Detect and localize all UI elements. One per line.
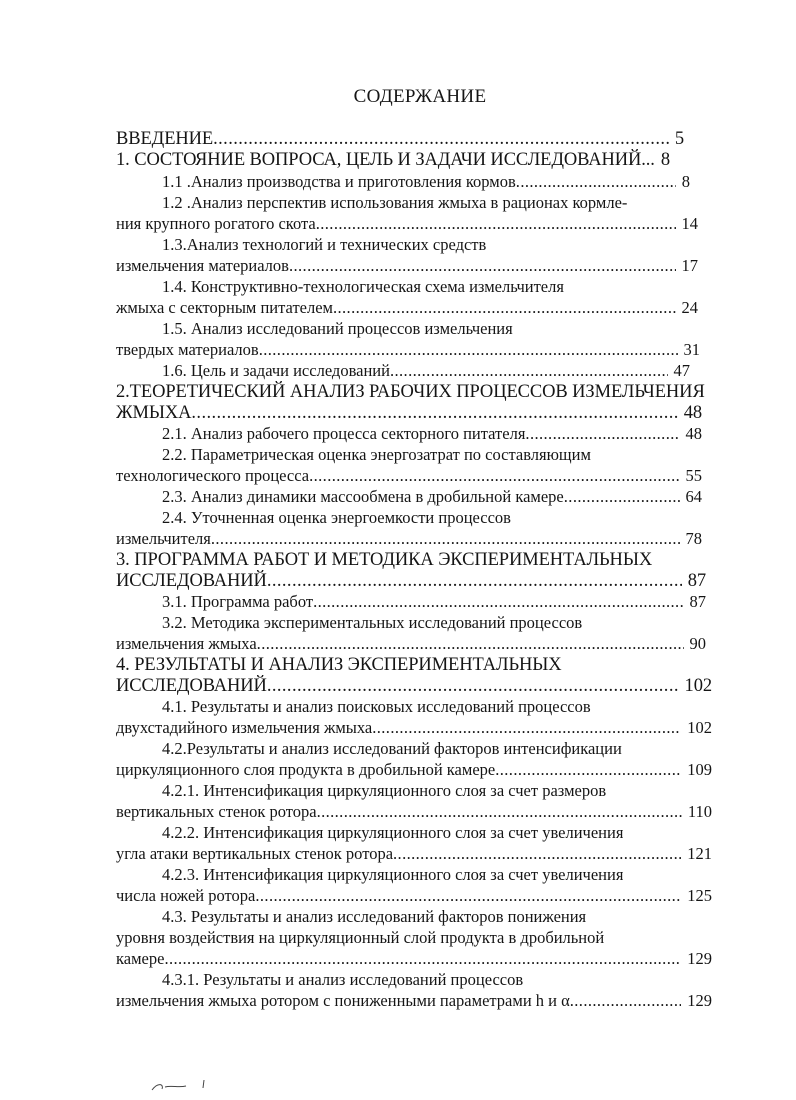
toc-entry-chapter-3 <box>116 549 652 571</box>
toc-entry-2-4 <box>162 507 511 529</box>
toc-entry-2-1 <box>162 423 702 445</box>
toc-entry-title: измельчения жмыха <box>116 634 257 653</box>
toc-entry-1-5-cont <box>116 339 700 361</box>
toc-entry-title: 3.1. Программа работ <box>162 592 314 611</box>
toc-entry-page: 14 <box>681 214 698 233</box>
toc-entry-chapter-1 <box>116 149 684 171</box>
toc-entry-page: 87 <box>689 592 706 611</box>
toc-entry-title: ИССЛЕДОВАНИЙ <box>116 676 267 696</box>
toc-entry-title: 1.1 .Анализ производства и приготовления кормов <box>162 172 516 191</box>
toc-entry-4-2-3-cont <box>116 885 712 907</box>
toc-entry-1-3 <box>162 234 486 256</box>
toc-entry-title: 4.3. Результаты и анализ исследований факторов понижения <box>162 907 587 926</box>
toc-entry-2-2-cont <box>116 465 702 487</box>
toc-entry-page: 129 <box>687 949 712 968</box>
toc-entry-title: 2.3. Анализ динамики массообмена в дробильной камере <box>162 487 564 506</box>
toc-entry-title: числа ножей ротора <box>116 886 256 905</box>
toc-entry-title: ИССЛЕДОВАНИЙ <box>116 571 267 591</box>
toc-entry-4-3-1 <box>162 969 523 991</box>
toc-entry-page: 87 <box>687 571 706 591</box>
toc-entry-title: 3.2. Методика экспериментальных исследований процессов <box>162 613 583 632</box>
toc-entry-1-2-cont <box>116 213 698 235</box>
toc-entry-title: 4.2.2. Интенсификация циркуляционного слоя за счет увеличения <box>162 823 624 842</box>
toc-entry-chapter-4-cont <box>116 675 712 697</box>
toc-entry-title: жмыха с секторным питателем <box>116 298 333 317</box>
toc-entry-title: 4.2.1. Интенсификация циркуляционного слоя за счет размеров <box>162 781 607 800</box>
toc-entry-title: измельчения материалов <box>116 256 289 275</box>
toc-entry-title: двухстадийного измельчения жмыха <box>116 718 373 737</box>
toc-entry-1-5 <box>162 318 513 340</box>
toc-entry-title: 3. ПРОГРАММА РАБОТ И МЕТОДИКА ЭКСПЕРИМЕНТАЛЬНЫХ <box>116 550 653 570</box>
toc-entry-page: 90 <box>689 634 706 653</box>
toc-entry-1-1 <box>162 171 690 193</box>
toc-entry-3-1 <box>162 591 706 613</box>
toc-entry-title: измельчения жмыха ротором с пониженными параметрами h и α <box>116 991 570 1010</box>
toc-entry-1-2 <box>162 192 627 214</box>
toc-entry-title: циркуляционного слоя продукта в дробильной камере <box>116 760 496 779</box>
toc-entry-4-2-1 <box>162 780 606 802</box>
toc-entry-page: 31 <box>683 340 700 359</box>
toc-entry-page: 78 <box>685 529 702 548</box>
toc-entry-title: 4. РЕЗУЛЬТАТЫ И АНАЛИЗ ЭКСПЕРИМЕНТАЛЬНЫХ <box>116 655 562 675</box>
toc-entry-3-2-cont <box>116 633 706 655</box>
toc-entry-4-1-cont <box>116 717 712 739</box>
toc-entry-title: 4.3.1. Результаты и анализ исследований процессов <box>162 970 524 989</box>
page-title: СОДЕРЖАНИЕ <box>353 86 487 107</box>
toc-entry-title: ЖМЫХА <box>116 403 192 423</box>
toc-entry-page: 125 <box>687 886 712 905</box>
toc-entry-page: 17 <box>681 256 698 275</box>
toc-entry-page: 5 <box>674 129 684 149</box>
toc-entry-1-3-cont <box>116 255 698 277</box>
toc-entry-introduction <box>116 128 684 150</box>
toc-entry-page: 121 <box>687 844 712 863</box>
toc-entry-page: 24 <box>681 298 698 317</box>
toc-entry-title: 4.2.Результаты и анализ исследований факторов интенсификации <box>162 739 622 758</box>
toc-entry-title: 1.4. Конструктивно-технологическая схема измельчителя <box>162 277 564 296</box>
toc-entry-4-3-1-cont <box>116 990 712 1012</box>
toc-entry-page: 48 <box>683 403 702 423</box>
toc-entry-title: 4.1. Результаты и анализ поисковых исследований процессов <box>162 697 591 716</box>
toc-entry-page: 47 <box>673 361 690 380</box>
toc-entry-title: 4.2.3. Интенсификация циркуляционного слоя за счет увеличения <box>162 865 624 884</box>
toc-entry-title: 2.ТЕОРЕТИЧЕСКИЙ АНАЛИЗ РАБОЧИХ ПРОЦЕССОВ ИЗМЕЛЬЧЕНИЯ <box>116 382 705 402</box>
toc-entry-page: 109 <box>687 760 712 779</box>
toc-entry-1-6 <box>162 360 690 382</box>
toc-entry-4-2 <box>162 738 622 760</box>
toc-entry-1-4-cont <box>116 297 698 319</box>
toc-entry-title: вертикальных стенок ротора <box>116 802 317 821</box>
toc-entry-chapter-4 <box>116 654 562 676</box>
toc-entry-chapter-3-cont <box>116 570 706 592</box>
toc-entry-page: 64 <box>685 487 702 506</box>
toc-entry-title: угла атаки вертикальных стенок ротора <box>116 844 394 863</box>
toc-entry-title: 1.2 .Анализ перспектив использования жмыха в рационах кормле- <box>162 193 628 212</box>
toc-entry-title: 1.5. Анализ исследований процессов измельчения <box>162 319 513 338</box>
toc-entry-4-3-cont <box>116 927 604 949</box>
toc-entry-title: 2.2. Параметрическая оценка энергозатрат по составляющим <box>162 445 591 464</box>
toc-entry-2-4-cont <box>116 528 702 550</box>
toc-entry-2-3 <box>162 486 702 508</box>
toc-entry-page: 129 <box>687 991 712 1010</box>
toc-entry-title: ВВЕДЕНИЕ <box>116 129 214 149</box>
toc-entry-title: 2.4. Уточненная оценка энергоемкости процессов <box>162 508 511 527</box>
toc-entry-title: технологического процесса <box>116 466 310 485</box>
toc-entry-chapter-2-cont <box>116 402 702 424</box>
toc-entry-title: 1.3.Анализ технологий и технических средств <box>162 235 487 254</box>
toc-entry-page: 55 <box>685 466 702 485</box>
toc-entry-2-2 <box>162 444 591 466</box>
toc-entry-title: 2.1. Анализ рабочего процесса секторного питателя <box>162 424 526 443</box>
toc-entry-4-1 <box>162 696 591 718</box>
toc-entry-4-2-cont <box>116 759 712 781</box>
toc-entry-4-3-cont-2 <box>116 948 712 970</box>
toc-entry-page: 102 <box>687 718 712 737</box>
toc-entry-4-3 <box>162 906 586 928</box>
toc-entry-title: измельчителя <box>116 529 211 548</box>
toc-entry-4-2-2 <box>162 822 623 844</box>
toc-entry-title: уровня воздействия на циркуляционный слой продукта в дробильной <box>116 928 605 947</box>
toc-entry-title: ния крупного рогатого скота <box>116 214 316 233</box>
toc-entry-3-2 <box>162 612 582 634</box>
toc-entry-title: 1. СОСТОЯНИЕ ВОПРОСА, ЦЕЛЬ И ЗАДАЧИ ИССЛЕДОВАНИЙ... <box>116 150 655 170</box>
toc-entry-page: 102 <box>684 676 712 696</box>
toc-entry-chapter-2 <box>116 381 705 403</box>
toc-entry-title: камере <box>116 949 165 968</box>
toc-entry-title: 1.6. Цель и задачи исследований <box>162 361 390 380</box>
toc-entry-title: твердых материалов <box>116 340 259 359</box>
toc-entry-page: 8 <box>660 150 670 170</box>
toc-entry-1-4 <box>162 276 564 298</box>
toc-entry-4-2-1-cont <box>116 801 712 823</box>
toc-entry-page: 110 <box>687 802 712 821</box>
toc-entry-page: 8 <box>681 172 690 191</box>
handwritten-mark <box>148 1076 218 1096</box>
toc-entry-page: 48 <box>685 424 702 443</box>
toc-entry-4-2-2-cont <box>116 843 712 865</box>
toc-entry-4-2-3 <box>162 864 623 886</box>
